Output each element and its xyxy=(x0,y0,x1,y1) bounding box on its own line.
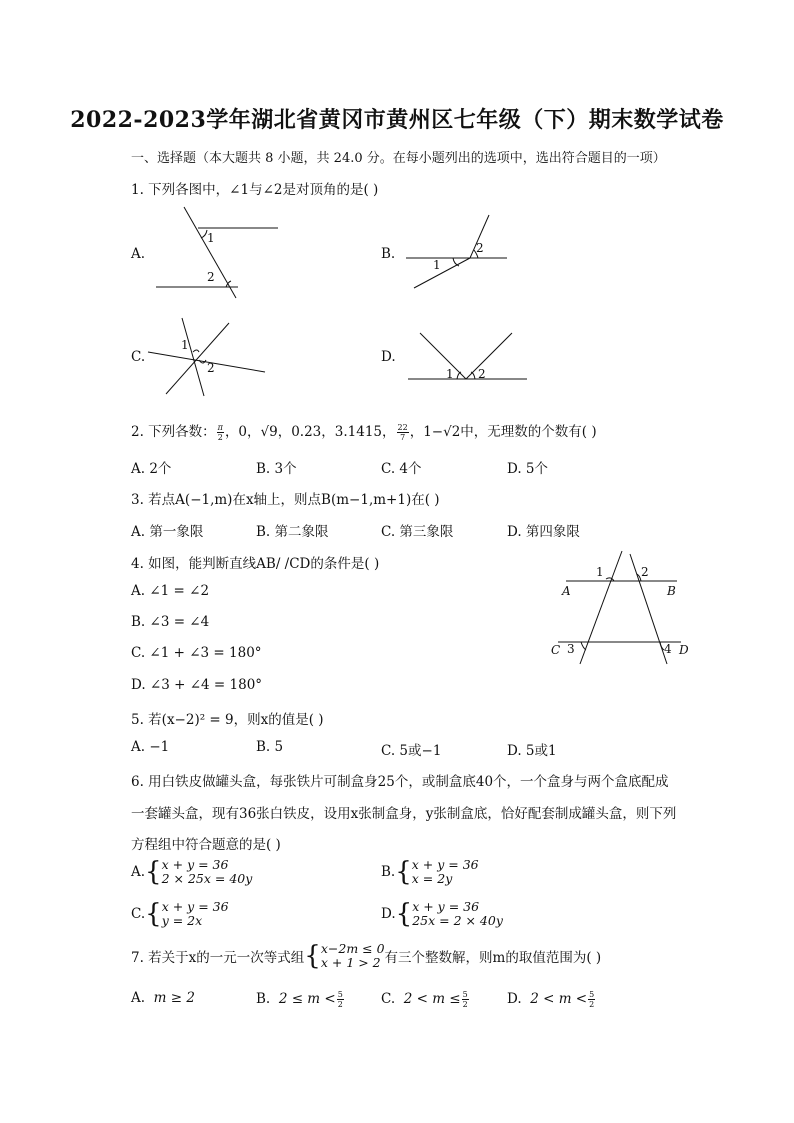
q6-option-c xyxy=(131,900,229,928)
q2-option-a: A. 2个 xyxy=(131,461,172,477)
section-heading: 一、选择题（本大题共 8 小题，共 24.0 分。在每小题列出的选项中，选出符合题目的一项） xyxy=(131,151,666,166)
q1-option-a-label: A. xyxy=(131,246,146,262)
q6-b-label: B. xyxy=(381,864,396,880)
q7-option-c xyxy=(381,990,470,1009)
q6-d-eq1: x + y = 36 xyxy=(412,899,480,914)
q1-option-b-label: B. xyxy=(381,246,396,262)
q2-pi-numerator: π xyxy=(217,423,223,432)
q4-angle-2: 2 xyxy=(641,565,649,579)
q7-c-text: 2 < m ≤ xyxy=(403,991,461,1007)
q6-d-label: D. xyxy=(381,906,396,922)
q7-b-num: 5 xyxy=(337,990,343,999)
q7-brace: { xyxy=(304,941,321,971)
q6-a-label: A. xyxy=(131,864,146,880)
q1-option-c-label: C. xyxy=(131,349,146,365)
q1-b-angle-2: 2 xyxy=(476,241,484,255)
q7-prefix: 7. 若关于x的一元一次等式组 xyxy=(131,950,305,966)
q1-d-angle-2: 2 xyxy=(478,367,486,381)
q6-d-brace: { xyxy=(395,899,413,929)
q4-option-b: B. ∠3 = ∠4 xyxy=(131,614,210,630)
q7-d-num: 5 xyxy=(589,990,595,999)
q7-d-den: 2 xyxy=(589,1000,595,1009)
q4-angle-4: 4 xyxy=(664,642,672,656)
q4-angle-1: 1 xyxy=(596,565,604,579)
q6-option-d xyxy=(381,900,503,928)
question-3-stem: 3. 若点A(−1,m)在x轴上，则点B(m−1,m+1)在( ) xyxy=(131,492,440,508)
q7-suffix: 有三个整数解，则m的取值范围为( ) xyxy=(384,950,602,966)
q6-c-system xyxy=(162,900,229,928)
q6-b-eq2: x = 2y xyxy=(411,871,453,886)
q3-option-b: B. 第二象限 xyxy=(256,524,329,540)
q2-fraction-denominator: 7 xyxy=(400,433,406,442)
q6-a-eq1: x + y = 36 xyxy=(161,857,229,872)
q7-b-text: 2 ≤ m < xyxy=(278,991,336,1007)
q7-c-label: C. xyxy=(381,991,396,1007)
q7-option-a xyxy=(131,990,195,1006)
question-6-line-3: 方程组中符合题意的是( ) xyxy=(131,837,281,853)
q7-b-den: 2 xyxy=(337,1000,343,1009)
q1-b-angle-1: 1 xyxy=(433,258,441,272)
q2-suffix: ，1−√2中，无理数的个数有( ) xyxy=(409,424,597,440)
q7-b-fraction xyxy=(337,990,344,1009)
q2-prefix: 2. 下列各数： xyxy=(131,424,216,440)
q4-point-d: D xyxy=(679,643,689,657)
q7-d-label: D. xyxy=(507,991,522,1007)
q2-option-b: B. 3个 xyxy=(256,461,297,477)
q2-pi-denominator: 2 xyxy=(217,433,223,442)
q6-c-eq1: x + y = 36 xyxy=(161,899,229,914)
question-6-line-1: 6. 用白铁皮做罐头盒，每张铁片可制盒身25个，或制盒底40个，一个盒身与两个盒底配成 xyxy=(131,774,669,790)
q1-option-d-label: D. xyxy=(381,349,396,365)
q4-option-c: C. ∠1 + ∠3 = 180° xyxy=(131,645,262,661)
q6-c-brace: { xyxy=(145,899,162,929)
q1-c-angle-2: 2 xyxy=(207,361,215,375)
q6-c-label: C. xyxy=(131,906,146,922)
q4-angle-3: 3 xyxy=(567,642,575,656)
q6-d-eq2: 25x = 2 × 40y xyxy=(412,913,503,928)
q7-eq2: x + 1 > 2 xyxy=(320,955,381,970)
q1-d-angle-1: 1 xyxy=(446,367,454,381)
q6-d-system xyxy=(412,900,503,928)
q5-option-d: D. 5或1 xyxy=(507,743,557,759)
question-5-stem: 5. 若(x−2)² = 9，则x的值是( ) xyxy=(131,712,324,728)
q7-option-b xyxy=(256,990,345,1009)
question-4-stem: 4. 如图，能判断直线AB/ /CD的条件是( ) xyxy=(131,556,380,572)
q7-a-label: A. xyxy=(131,990,146,1006)
q7-a-text: m ≥ 2 xyxy=(153,990,195,1006)
q6-c-eq2: y = 2x xyxy=(161,913,203,928)
q2-option-d: D. 5个 xyxy=(507,461,549,477)
q7-eq1: x−2m ≤ 0 xyxy=(320,941,385,956)
q6-a-eq2: 2 × 25x = 40y xyxy=(161,871,253,886)
q5-option-b: B. 5 xyxy=(256,739,284,755)
q6-b-eq1: x + y = 36 xyxy=(411,857,479,872)
q3-option-c: C. 第三象限 xyxy=(381,524,454,540)
q3-option-a: A. 第一象限 xyxy=(131,524,204,540)
q7-option-d xyxy=(507,990,596,1009)
q6-option-b xyxy=(381,858,479,886)
question-1-stem: 1. 下列各图中，∠1与∠2是对顶角的是( ) xyxy=(131,182,379,198)
question-7-stem xyxy=(131,942,601,970)
q7-c-den: 2 xyxy=(462,1000,468,1009)
q3-option-d: D. 第四象限 xyxy=(507,524,580,540)
q5-option-a: A. −1 xyxy=(131,739,170,755)
q1-a-angle-1: 1 xyxy=(207,231,215,245)
q5-option-c: C. 5或−1 xyxy=(381,743,442,759)
q4-point-a: A xyxy=(562,584,571,598)
q7-c-fraction xyxy=(462,990,469,1009)
q7-d-fraction xyxy=(588,990,595,1009)
q2-option-c: C. 4个 xyxy=(381,461,422,477)
q6-option-a xyxy=(131,858,252,886)
q7-c-num: 5 xyxy=(462,990,468,999)
q4-point-b: B xyxy=(667,584,676,598)
q7-d-text: 2 < m < xyxy=(530,991,588,1007)
q7-b-label: B. xyxy=(256,991,271,1007)
q1-c-angle-1: 1 xyxy=(181,338,189,352)
q1-a-angle-2: 2 xyxy=(207,270,215,284)
q2-fraction-numerator: 22 xyxy=(397,423,408,432)
q6-b-brace: { xyxy=(395,857,412,887)
q7-system xyxy=(321,942,385,970)
q6-b-system xyxy=(412,858,479,886)
q2-middle: ，0，√9，0.23，3.1415， xyxy=(224,424,396,440)
q4-point-c: C xyxy=(551,643,561,657)
q6-a-brace: { xyxy=(145,857,162,887)
q4-option-d: D. ∠3 + ∠4 = 180° xyxy=(131,677,263,693)
q4-option-a: A. ∠1 = ∠2 xyxy=(131,583,210,599)
page-title: 2022-2023学年湖北省黄冈市黄州区七年级（下）期末数学试卷 xyxy=(70,107,724,133)
q6-a-system xyxy=(162,858,253,886)
question-6-line-2: 一套罐头盒，现有36张白铁皮，设用x张制盒身，y张制盒底，恰好配套制成罐头盒，则下列 xyxy=(131,806,677,822)
